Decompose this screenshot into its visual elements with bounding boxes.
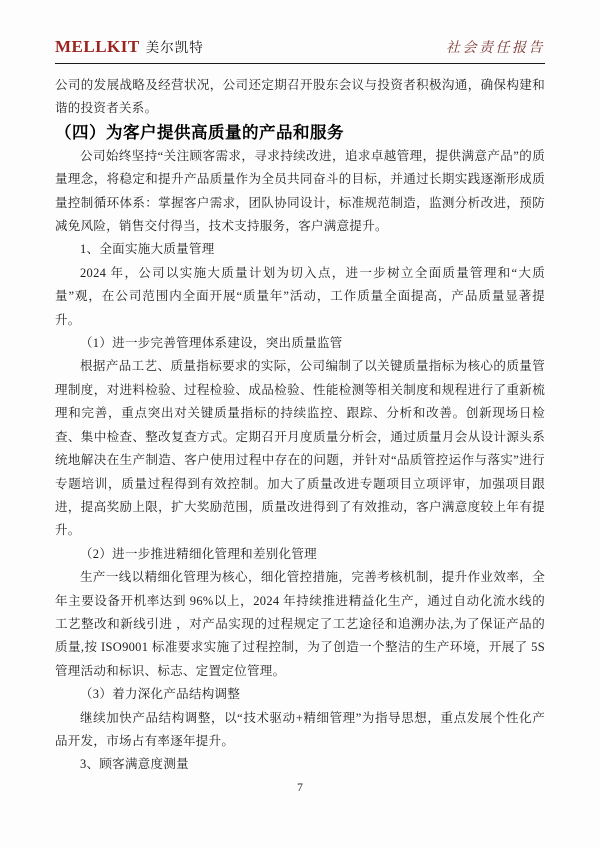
sub-item-1-title: （1）进一步完善管理体系建设，突出质量监管 bbox=[80, 336, 343, 351]
paragraph-product-structure: 继续加快产品结构调整，以“技术驱动+精细管理”为指导思想，重点发展个性化产品开发，市场占有率逐年提升。 bbox=[55, 710, 545, 748]
item-3-title: 3、顾客满意度测量 bbox=[80, 757, 189, 772]
sub-item-2-title: （2）进一步推进精细化管理和差别化管理 bbox=[80, 546, 317, 561]
paragraph-quality-concept: 公司始终坚持“关注顾客需求，寻求持续改进，追求卓越管理，提供满意产品”的质量理念，将稳定和提升产品质量作为全员共同奋斗的目标，并通过长期实践逐渐形成质量控制循环体系：掌握客户需求，团队协同设计，标准规范制造，监测分析改进，预防减免风险，销售交付得当，技术支持服务，客户满意提升。 bbox=[55, 148, 545, 234]
item-1-title: 1、全面实施大质量管理 bbox=[80, 242, 215, 257]
paragraph-intro: 公司的发展战略及经营状况，公司还定期召开股东会议与投资者积极沟通，确保构建和谐的投资者关系。 bbox=[55, 78, 545, 116]
report-title: 社会责任报告 bbox=[446, 41, 545, 56]
section-heading: （四）为客户提供高质量的产品和服务 bbox=[55, 123, 344, 142]
page-header bbox=[55, 0, 545, 64]
logo-text-cn: 美尔凯特 bbox=[145, 40, 204, 55]
paragraph-2024-plan: 2024 年，公司以实施大质量计划为切入点，进一步树立全面质量管理和“大质量”观，在公司范围内全面开展“质量年”活动，工作质量全面提高，产品质量显著提升。 bbox=[55, 265, 545, 327]
paragraph-quality-system: 根据产品工艺、质量指标要求的实际，公司编制了以关键质量指标为核心的质量管理制度，对进料检验、过程检验、成品检验、性能检测等相关制度和规程进行了重新梳理和完善，重点突出对关键质量指标的持续监控、跟踪、分析和改善。创新现场日检查、集中检查、整改复查方式。定期召开月度质量分析会，通过质量月会从设计源头系统地解决在生产制造、客户使用过程中存在的问题，并针对“品质管控运作与落实”进行专题培训，质量过程得到有效控制。加大了质量改进专题项目立项评审，加强项目跟进，提高奖励上限，扩大奖励范围，质量改进得到了有效推动，客户满意度较上年有提升。 bbox=[55, 359, 545, 538]
document-body bbox=[55, 74, 545, 777]
company-logo bbox=[55, 36, 204, 57]
logo-text-en: MELLKIT bbox=[55, 37, 140, 56]
page-number: 7 bbox=[297, 782, 303, 794]
paragraph-fine-management: 生产一线以精细化管理为核心，细化管控措施，完善考核机制，提升作业效率，全年主要设备开机率达到 96%以上，2024 年持续推进精益化生产，通过自动化流水线的工艺整改和新线引进 ，对产品实现的过程规定了工艺途径和追溯办法,为了保证产品的质量,按 ISO9001 标准要求实施了过程控制，为了创造一个整洁的生产环境，开展了 5S 管理活动和标识、标志、定置定位管理。 bbox=[55, 570, 545, 678]
sub-item-3-title: （3）着力深化产品结构调整 bbox=[80, 687, 241, 702]
